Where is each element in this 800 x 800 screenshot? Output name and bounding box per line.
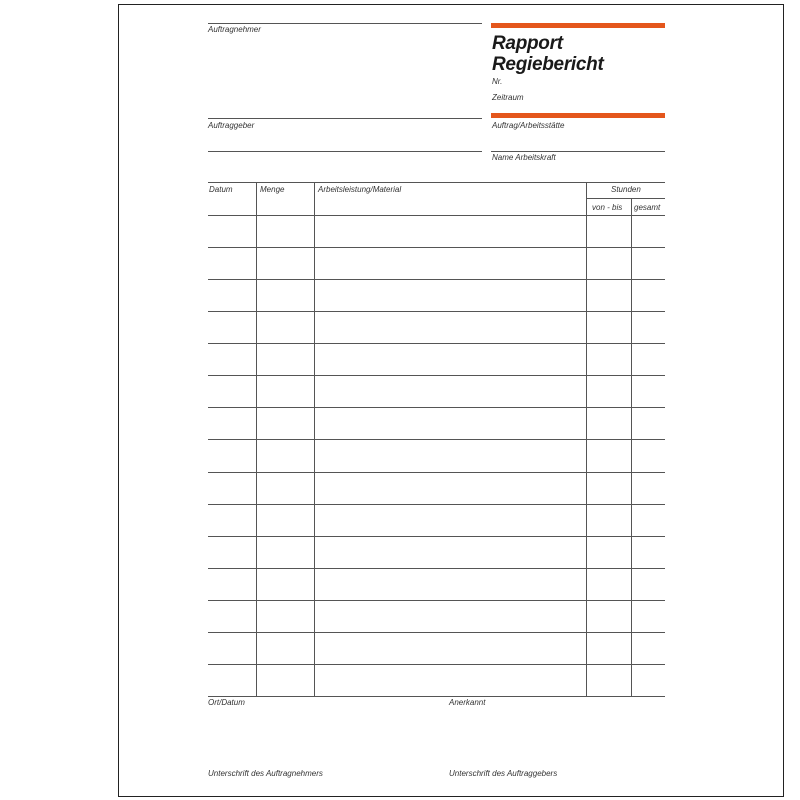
place-date-label: Ort/Datum: [208, 698, 245, 707]
table-row-line: [208, 279, 665, 280]
table-row-line: [208, 439, 665, 440]
table-row-line: [208, 375, 665, 376]
contractor-signature-label: Unterschrift des Auftragnehmers: [208, 769, 323, 778]
column-header-date: Datum: [209, 185, 233, 194]
column-header-from-to: von - bis: [592, 203, 623, 212]
column-header-quantity: Menge: [260, 185, 285, 194]
table-row-line: [208, 504, 665, 505]
worker-label: Name Arbeitskraft: [492, 153, 556, 162]
table-row-line: [208, 472, 665, 473]
table-bottom-line: [208, 696, 665, 697]
number-label: Nr.: [492, 77, 503, 86]
hours-divider-line: [586, 198, 665, 199]
column-header-hours: Stunden: [611, 185, 641, 194]
column-divider-hours: [631, 198, 632, 696]
client-label: Auftraggeber: [208, 121, 255, 130]
accent-bar-bottom: [491, 113, 665, 118]
contractor-label: Auftragnehmer: [208, 25, 261, 34]
form-title-rapport: Rapport: [492, 33, 563, 54]
table-row-line: [208, 407, 665, 408]
table-row-line: [208, 215, 665, 216]
accent-bar-top: [491, 23, 665, 28]
form-title-regiebericht: Regiebericht: [492, 54, 604, 75]
table-row-line: [208, 247, 665, 248]
table-row-line: [208, 600, 665, 601]
table-row-line: [208, 664, 665, 665]
contractor-line-top: [208, 23, 482, 24]
table-row-line: [208, 343, 665, 344]
site-line: [491, 151, 665, 152]
acknowledged-label: Anerkannt: [449, 698, 486, 707]
site-label: Auftrag/Arbeitsstätte: [492, 121, 565, 130]
table-row-line: [208, 568, 665, 569]
client-line: [208, 151, 482, 152]
table-row-line: [208, 536, 665, 537]
column-header-total: gesamt: [634, 203, 661, 212]
table-row-line: [208, 311, 665, 312]
table-top-line: [208, 182, 665, 183]
contractor-line-bottom: [208, 118, 482, 119]
table-row-line: [208, 632, 665, 633]
column-header-work: Arbeitsleistung/Material: [318, 185, 402, 194]
report-form: [118, 4, 784, 797]
period-label: Zeitraum: [492, 93, 524, 102]
client-signature-label: Unterschrift des Auftraggebers: [449, 769, 558, 778]
